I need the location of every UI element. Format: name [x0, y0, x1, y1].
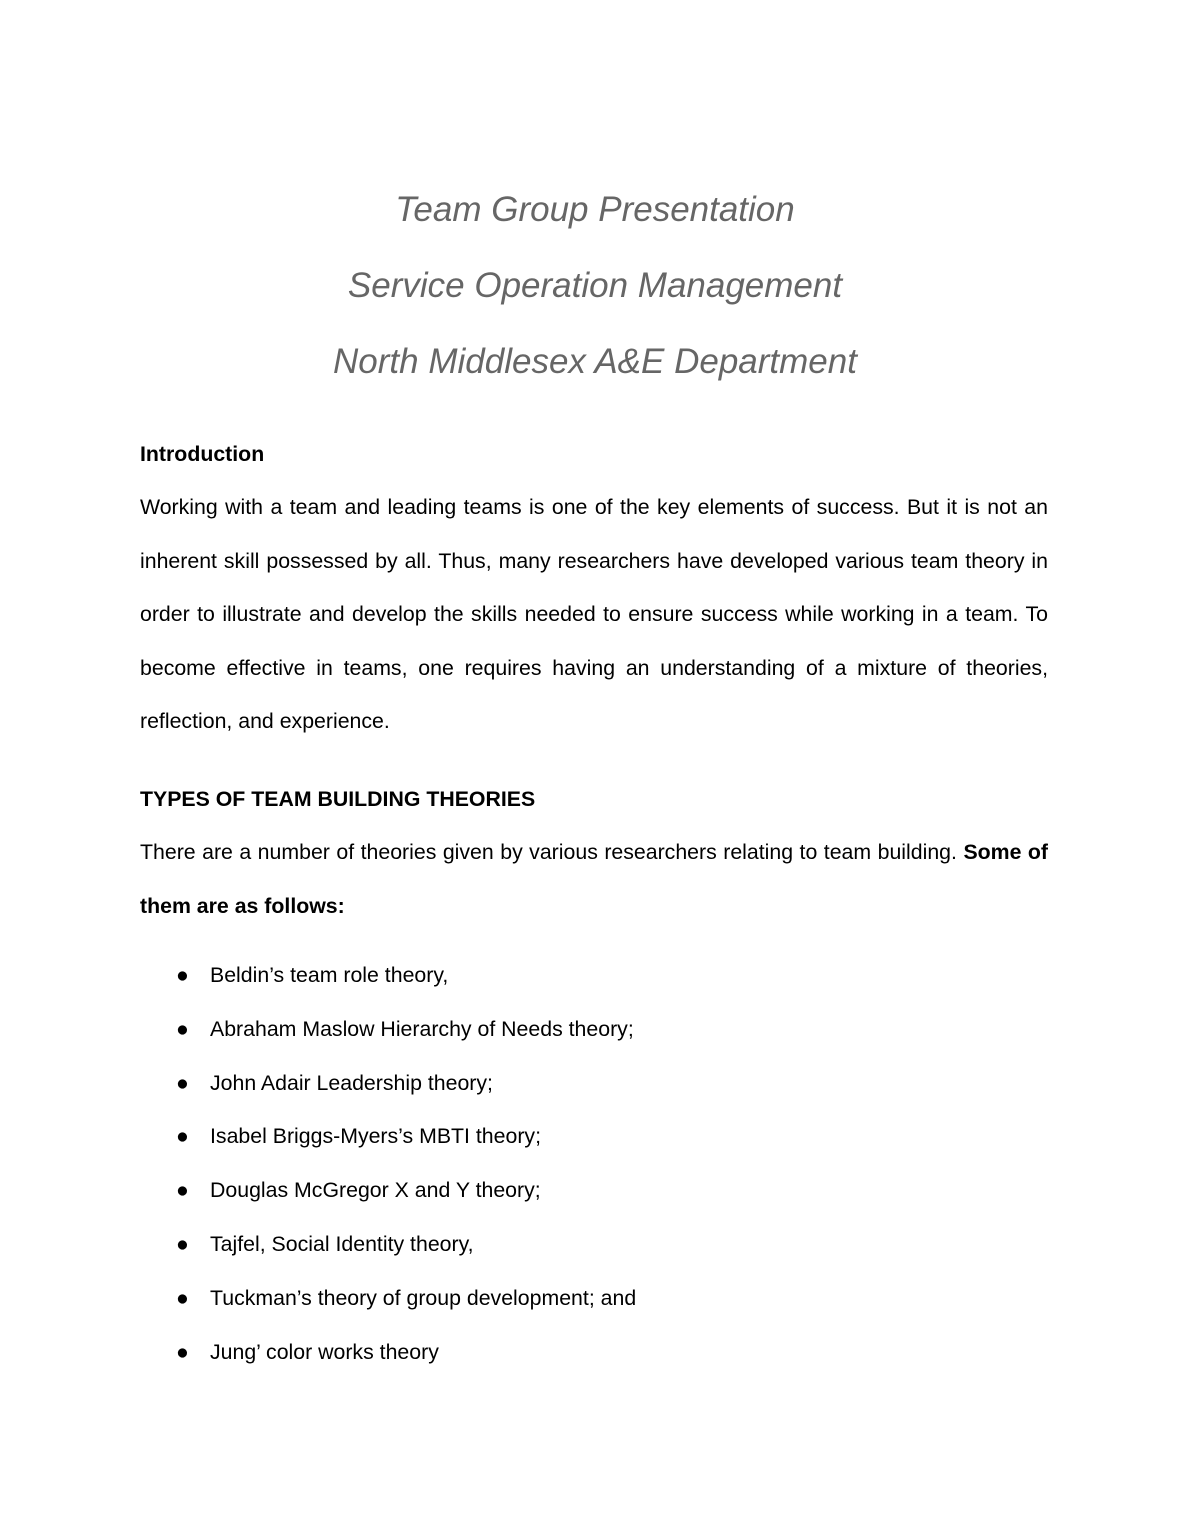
theories-list-container: [140, 949, 1048, 1379]
theories-section: [140, 772, 1048, 933]
title-line-1: Team Group Presentation: [395, 190, 795, 229]
list-item-text: Douglas McGregor X and Y theory;: [210, 1178, 541, 1203]
list-item: [140, 1272, 1048, 1326]
bullet-icon: ●: [176, 1285, 189, 1310]
bullet-icon: ●: [176, 1124, 189, 1149]
introduction-paragraph: Working with a team and leading teams is one of the key elements of success. But it is not an inherent skill possessed by all. Thus, many researchers have developed various team theory in order to illustrate and develop the skills needed to ensure success while working in a team. To become effective in teams, one requires having an understanding of a mixture of theories, reflection, and experience.: [140, 495, 1048, 734]
bullet-icon: ●: [176, 1016, 189, 1041]
list-item-text: Tuckman’s theory of group development; and: [210, 1285, 637, 1310]
theories-intro-text: There are a number of theories given by various researchers relating to team building.: [140, 840, 957, 864]
title-block: [0, 172, 1190, 400]
list-item-text: Beldin’s team role theory,: [210, 963, 449, 987]
bullet-icon: ●: [176, 963, 189, 987]
theories-list: [140, 949, 1048, 1379]
list-item-text: Isabel Briggs-Myers’s MBTI theory;: [210, 1124, 541, 1149]
bullet-icon: ●: [176, 1339, 189, 1364]
bullet-icon: ●: [176, 1231, 189, 1256]
list-item-text: John Adair Leadership theory;: [210, 1070, 493, 1095]
title-line-3: North Middlesex A&E Department: [333, 342, 857, 381]
theories-lead-text: Some of them are as follows:: [140, 840, 1049, 918]
list-item: [140, 1164, 1048, 1218]
theories-heading: TYPES OF TEAM BUILDING THEORIES: [140, 787, 536, 811]
list-item: [140, 1003, 1048, 1057]
bullet-icon: ●: [176, 1070, 189, 1095]
introduction-heading: Introduction: [140, 442, 265, 466]
list-item: [140, 1326, 1048, 1380]
list-item: [140, 1218, 1048, 1272]
bullet-icon: ●: [176, 1178, 189, 1203]
list-item-text: Abraham Maslow Hierarchy of Needs theory;: [210, 1016, 634, 1041]
theories-intro-paragraph: [140, 826, 1048, 933]
list-item: [140, 1057, 1048, 1111]
title-line-2: Service Operation Management: [347, 266, 843, 305]
introduction-section: [140, 427, 1048, 749]
list-item: [140, 949, 1048, 1003]
list-item: [140, 1110, 1048, 1164]
list-item-text: Tajfel, Social Identity theory,: [210, 1231, 474, 1256]
list-item-text: Jung’ color works theory: [210, 1339, 439, 1364]
